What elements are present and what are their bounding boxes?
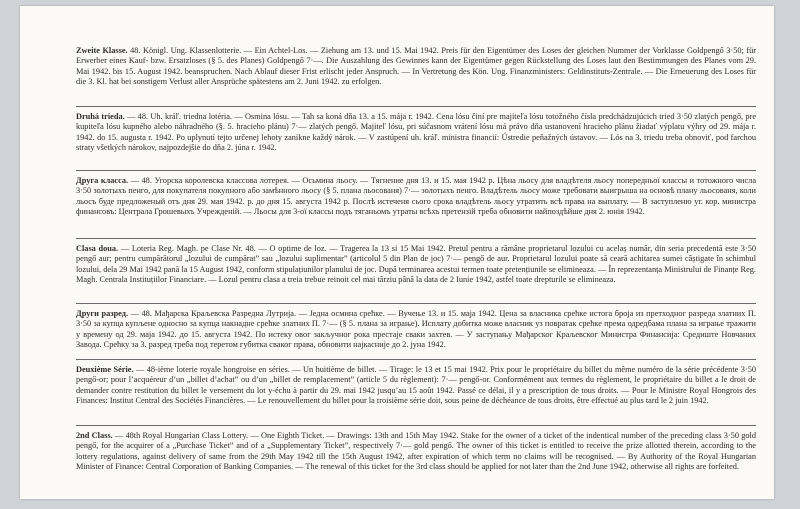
ticket-text-area bbox=[76, 46, 756, 495]
section-ruthenian bbox=[76, 176, 756, 234]
divider bbox=[76, 359, 756, 360]
section-french bbox=[76, 365, 756, 421]
divider bbox=[76, 303, 756, 304]
section-german-text: 48. Königl. Ung. Klassenlotterie. — Ein Achtel-Los. — Ziehung am 13. und 15. Mai 1942. Preis für den Eigentümer des Loses der gleichen Nummer der Vorklasse Goldpengő 3·50; für Erwerber eines Kauf- bzw. Ersatzloses (§ 5. des Planes) Goldpengő 7·—. Die Auszahlung des Gewinnes kann der Eigentümer gegen Rückstellung des Loses laut den Bestimmungen des Planes vom 29. Mai 1942. bis 15. August 1942. beanspruchen. Nach Ablauf dieser Frist erlischt jeder Anspruch. — In Vertretung des Kön. Ung. Finanzministers: Geldinstituts-Zentrale. — Die Erneuerung des Loses für die 3. Kl. hat bei sonstigem Verlust aller Ansprüche spätestens am 2. Juni 1942. zu erfolgen. bbox=[76, 46, 756, 87]
section-german-lead: Zweite Klasse. bbox=[76, 46, 128, 55]
section-english-lead: 2nd Class. bbox=[76, 431, 113, 440]
lottery-ticket-sheet bbox=[20, 6, 774, 499]
divider bbox=[76, 238, 756, 239]
section-ruthenian-lead: Друга класса. bbox=[76, 176, 129, 185]
section-german bbox=[76, 46, 756, 102]
section-serbian-text: — 48. Мађарска Краљевска Разредна Лутрија. — Једна осмина срећке. — Вучење 13. и 15. маја 1942. Цена за власника срећке истога броја из претходног разреда златних П. 3·50 за купца купљене односно за купца накнадне срећке златних П. 7·— (§ 5. плана за играње). Исплату добитка може власник уз повратак срећке према одредбама плана за играње тражити у времену од 29. маја 1942. до 15. августа 1942. По истеку овог закључног рока престаје сваки захтев. — У заступању Мађарског Краљевског Министра Финансија: Средиште Новчаних Завода. Срећку за 3. разред треба под теретом губитка сваког права, обновити најкасније до 2. јуна 1942. bbox=[76, 309, 756, 350]
section-english bbox=[76, 431, 756, 495]
section-romanian-text: — Loteria Reg. Magh. pe Clase Nr. 48. — O optime de loz. — Tragerea la 13 si 15 Mai 1942. Pretul pentru a rămâne proprietarul lozului cu acelaș număr, din seria precedentă este 3·50 pengő aur; pentru cumpărătorul „lozului de cumpărat” sau „lozului suplimentar” (articolul 5 din Plan de joc) 7·— pengő de aur. Proprietarul lozului poate să ceară achitarea sumei câștigate în schimbul lozului, dela 29 Mai 1942 pană la 15 August 1942, conform stipulațiunilor planului de joc. După terminarea acestui termen toate pretențiunile se elimineaza. — În reprezentanța Ministrului de Finanțe Reg. Magh. Centrala Instituțiilor Financiare. — Lozul pentru clasa a treia trebue reinoit cel mai târziu până la data de 2 Iunie 1942, astfel toate drepturile se elimineaza. bbox=[76, 244, 756, 285]
section-slovak-text: — 48. Uh. kráľ. triedna lotéria. — Osmina lósu. — Tah sa koná dňa 13. a 15. mája r. 1942. Cena lósu činí pre majiteľa lósu totožného čísla predchádzujúcich tried 3·50 zlatých pengő, pre kupiteľa lósu kupného alebo náhradného (§. 5. hracieho plánu) 7·— zlatých pengő. Majiteľ lósu, pri súčasnom vrátení lósu má právo dňa ustanovení hracieho plánu žiadať výplatu výhry od 29. mája r. 1942. do 15. augusta r. 1942. Po uplynutí tejto určenej lehoty zanikne každý nárok. — V zastúpení uh. kráľ. ministra financií: Ústredie peňažných ústavov. — Lós na 3. triedu treba obnoviť, pod farchou straty všetkých nárokov, najpozdejšie do dňa 2. júna r. 1942. bbox=[76, 112, 756, 153]
section-ruthenian-text: — 48. Угорска королевска класcова лотерея. — Осьмина льосу. — Тягнение дня 13. и 15. мая 1942 р. Цѣна льосу для владѣтеля льосу попередньої классы и тотожного числа 3·50 золотыхъ пенго, для покупателя покупного або замѣнного льосу (§ 5. плана льосованя) 7·— золотыхъ пенго. Владѣтель льосу може требовати выигрыша на основѣ плану льосованя, коли льосъ буде предложеный отъ дня 29. мая 1942. р. до дня 15. августа 1942 р. Послѣ истеченя сього срока владѣтель льосу утратить всѣ права на выплату. — В заступленю уг. кор. министра финансовъ: Централа Грошевыхъ Учрежденій. — Льосы для 3-ої классы подъ тяганьомъ утраты всѣхъ претензій треба обновити найпоздѣйше дня 2. юнія 1942. bbox=[76, 176, 756, 217]
section-serbian bbox=[76, 309, 756, 355]
section-romanian bbox=[76, 244, 756, 299]
divider bbox=[76, 106, 756, 107]
section-slovak-lead: Druhá trieda. bbox=[76, 112, 125, 121]
section-serbian-lead: Други разред. bbox=[76, 309, 129, 318]
section-slovak bbox=[76, 112, 756, 166]
divider bbox=[76, 170, 756, 171]
section-french-lead: Deuxième Série. bbox=[76, 365, 134, 374]
divider bbox=[76, 425, 756, 426]
section-english-text: — 48th Royal Hungarian Class Lottery. — One Eighth Ticket. — Drawings: 13th and 15th May 1942. Stake for the owner of a ticket of the indentical number of the preceding class 3·50 gold pengő, for the acquirer of a „Purchase Ticket” and of a „Supplementary Ticket”, respectively 7·— gold pengő. The owner of this ticket is entitled to receive the prize allotted therein, according to the lottery regulations, against delivery of same from the 29th May 1942 till the 15th August 1942, after expiration of which term no claims will be recognised. — By Authority of the Royal Hungarian Minister of Finance: Central Corporation of Banking Companies. — The renewal of this ticket for the 3rd class should be applied for not later than the 2nd June 1942, otherwise all rights are forfeited. bbox=[76, 431, 756, 472]
section-french-text: — 48-ième loterie royale hongroise en séries. — Un huitième de billet. — Tirage: le 13 et 15 mai 1942. Prix pour le propriétaire du billet du même numéro de la série précédente 3·50 pengő-or; pour l’acquéreur d’un „billet d’achat” ou d’un „billet de remplacement” (article 5 du règlement): 7·— pengő-or. Conformément aux termes du règlement, le propriétaire du billet a le droit de demander contre restitution du billet le versement du lot y-échu à partir du 29. mai 1942 jusqu’au 15 août 1942. Passé ce délai, il y a prescription de tous droits. — Pour le Ministre Royal Hongrois des Finances: Institut Central des Sociétés Financières. — Le renouvellement du billet pour la troisième série doit, sous peine de déchéance de tous droits, être effectué au plus tard le 2 juin 1942. bbox=[76, 365, 756, 406]
section-romanian-lead: Clasa doua. bbox=[76, 244, 119, 253]
